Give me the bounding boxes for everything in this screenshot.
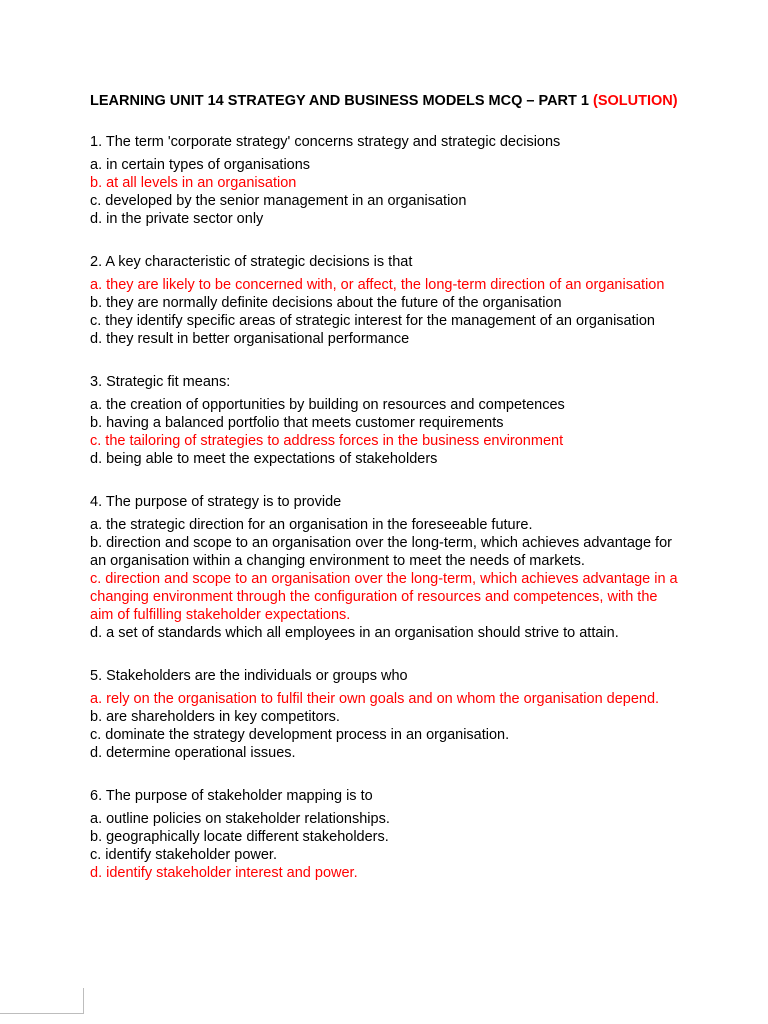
answer-option: b. having a balanced portfolio that meets customer requirements — [90, 415, 504, 431]
correct-answer-option: b. at all levels in an organisation — [90, 175, 297, 191]
answer-option: d. a set of standards which all employees in an organisation should strive to attain. — [90, 625, 619, 641]
answer-option: a. outline policies on stakeholder relationships. — [90, 811, 390, 827]
answer-option: d. they result in better organisational performance — [90, 331, 410, 347]
page-corner-mark — [0, 988, 84, 1014]
question-block — [90, 373, 678, 468]
question-text: 1. The term 'corporate strategy' concerns strategy and strategic decisions — [90, 134, 561, 150]
correct-answer-option: d. identify stakeholder interest and power. — [90, 865, 358, 881]
answer-option: c. they identify specific areas of strategic interest for the management of an organisation — [90, 313, 655, 329]
correct-answer-option: a. rely on the organisation to fulfil their own goals and on whom the organisation depend. — [90, 691, 660, 707]
answer-option: c. developed by the senior management in an organisation — [90, 193, 467, 209]
question-block — [90, 493, 678, 642]
answer-option: d. being able to meet the expectations of stakeholders — [90, 451, 438, 467]
answer-option: b. direction and scope to an organisation over the long-term, which achieves advantage for an organisation within a changing environment to meet the needs of markets. — [90, 535, 672, 569]
question-block — [90, 133, 678, 228]
correct-answer-option: a. they are likely to be concerned with, or affect, the long-term direction of an organisation — [90, 277, 665, 293]
answer-option: b. geographically locate different stakeholders. — [90, 829, 389, 845]
correct-answer-option: c. the tailoring of strategies to address forces in the business environment — [90, 433, 564, 449]
answer-option: a. the creation of opportunities by building on resources and competences — [90, 397, 565, 413]
question-block — [90, 667, 678, 762]
correct-answer-option: c. direction and scope to an organisation over the long-term, which achieves advantage in a changing environment through the configuration of resources and competences, with the aim of fulfilling stakeholder expectations. — [90, 571, 678, 623]
answer-option: d. in the private sector only — [90, 211, 264, 227]
answer-option: c. identify stakeholder power. — [90, 847, 277, 863]
answer-option: b. are shareholders in key competitors. — [90, 709, 340, 725]
answer-option: b. they are normally definite decisions about the future of the organisation — [90, 295, 562, 311]
answer-option: a. the strategic direction for an organisation in the foreseeable future. — [90, 517, 533, 533]
question-text: 5. Stakeholders are the individuals or groups who — [90, 668, 408, 684]
question-text: 6. The purpose of stakeholder mapping is to — [90, 788, 373, 804]
answer-option: a. in certain types of organisations — [90, 157, 311, 173]
title-solution: (SOLUTION) — [593, 93, 678, 109]
question-block — [90, 787, 678, 882]
question-text: 2. A key characteristic of strategic decisions is that — [90, 254, 413, 270]
answer-option: d. determine operational issues. — [90, 745, 296, 761]
question-list — [90, 133, 678, 882]
document-page — [90, 92, 678, 907]
question-text: 4. The purpose of strategy is to provide — [90, 494, 342, 510]
document-title — [90, 92, 678, 110]
answer-option: c. dominate the strategy development process in an organisation. — [90, 727, 510, 743]
title-main: LEARNING UNIT 14 STRATEGY AND BUSINESS MODELS MCQ – PART 1 — [90, 93, 589, 109]
question-text: 3. Strategic fit means: — [90, 374, 231, 390]
question-block — [90, 253, 678, 348]
